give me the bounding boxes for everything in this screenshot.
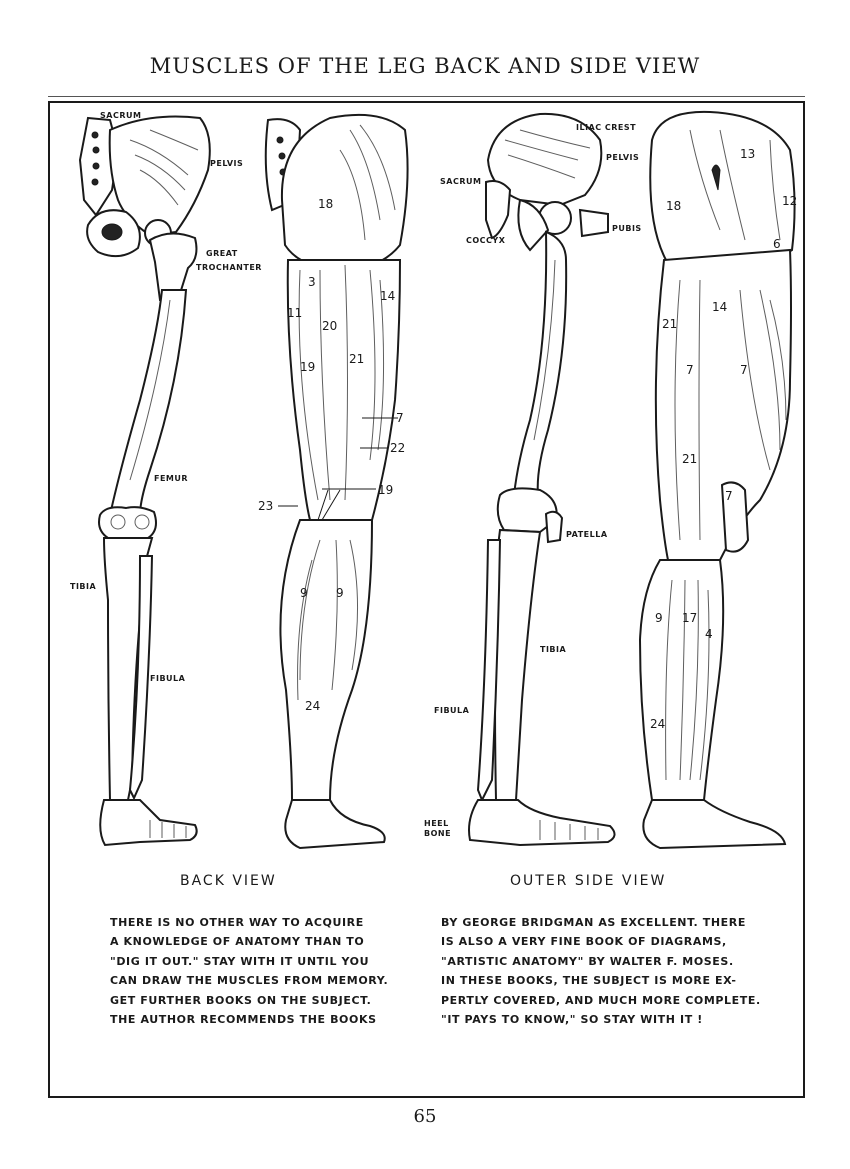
label-tibia: TIBIA	[70, 582, 97, 591]
text-line: "DIG IT OUT." STAY WITH IT UNTIL YOU	[110, 954, 370, 968]
num-13: 13	[740, 147, 756, 161]
back-skeleton	[80, 117, 210, 846]
label-side-pelvis: PELVIS	[606, 153, 640, 162]
label-trochanter: TROCHANTER	[196, 263, 262, 272]
caption-outer-side-view: OUTER SIDE VIEW	[510, 873, 667, 889]
num-17: 17	[682, 611, 698, 625]
num-side-21-lower: 21	[682, 452, 698, 466]
label-pelvis: PELVIS	[210, 159, 244, 168]
num-side-24: 24	[650, 717, 666, 731]
label-iliac-crest: ILIAC CREST	[576, 123, 637, 132]
num-24: 24	[305, 699, 321, 713]
num-side-21-upper: 21	[662, 317, 678, 331]
caption-back-view: BACK VIEW	[180, 873, 277, 889]
num-7: 7	[396, 411, 404, 425]
num-side-18: 18	[666, 199, 682, 213]
text-line: CAN DRAW THE MUSCLES FROM MEMORY.	[110, 974, 389, 988]
text-line: BY GEORGE BRIDGMAN AS EXCELLENT. THERE	[441, 916, 746, 929]
num-12: 12	[782, 194, 798, 208]
num-4: 4	[705, 627, 713, 641]
num-side-7-c: 7	[725, 489, 733, 503]
text-line: A KNOWLEDGE OF ANATOMY THAN TO	[110, 935, 365, 949]
side-muscle-leg	[640, 112, 798, 848]
text-line: "ARTISTIC ANATOMY" BY WALTER F. MOSES.	[441, 954, 734, 968]
label-patella: PATELLA	[566, 530, 608, 539]
page-title: MUSCLES OF THE LEG BACK AND SIDE VIEW	[149, 54, 701, 78]
num-side-9: 9	[655, 611, 663, 625]
num-18: 18	[318, 197, 334, 211]
label-side-tibia: TIBIA	[540, 645, 567, 654]
label-heel: HEEL	[424, 819, 449, 828]
num-19-lower: 19	[378, 483, 394, 497]
num-21: 21	[349, 352, 365, 366]
text-line: "IT PAYS TO KNOW," SO STAY WITH IT !	[441, 1013, 703, 1027]
text-line: PERTLY COVERED, AND MUCH MORE COMPLETE.	[441, 993, 761, 1007]
num-22: 22	[390, 441, 406, 455]
label-great: GREAT	[206, 249, 238, 258]
text-line: THE AUTHOR RECOMMENDS THE BOOKS	[110, 1013, 377, 1027]
label-pubis: PUBIS	[612, 224, 642, 233]
label-coccyx: COCCYX	[466, 236, 506, 245]
num-19-upper: 19	[300, 360, 316, 374]
text-line: GET FURTHER BOOKS ON THE SUBJECT.	[110, 993, 372, 1007]
label-side-sacrum: SACRUM	[440, 177, 482, 186]
num-9-a: 9	[300, 586, 308, 600]
label-side-fibula: FIBULA	[434, 706, 470, 715]
num-6: 6	[773, 237, 781, 251]
page-number: 65	[413, 1106, 437, 1127]
num-23: 23	[258, 499, 274, 513]
side-skeleton	[469, 114, 615, 845]
paragraph-right	[441, 913, 761, 1029]
label-bone: BONE	[424, 829, 452, 838]
num-3: 3	[308, 275, 316, 289]
num-20: 20	[322, 319, 338, 333]
num-9-b: 9	[336, 586, 344, 600]
text-line: THERE IS NO OTHER WAY TO ACQUIRE	[110, 916, 364, 929]
paragraph-left	[110, 913, 388, 1029]
label-femur: FEMUR	[154, 474, 189, 483]
text-line: IN THESE BOOKS, THE SUBJECT IS MORE EX-	[441, 974, 737, 988]
num-side-7-a: 7	[686, 363, 694, 377]
label-sacrum: SACRUM	[100, 111, 142, 120]
num-side-7-b: 7	[740, 363, 748, 377]
num-11: 11	[287, 306, 303, 320]
back-muscle-leg	[266, 115, 408, 848]
num-14: 14	[380, 289, 396, 303]
label-fibula: FIBULA	[150, 674, 186, 683]
num-side-14: 14	[712, 300, 728, 314]
text-line: IS ALSO A VERY FINE BOOK OF DIAGRAMS,	[441, 935, 727, 949]
